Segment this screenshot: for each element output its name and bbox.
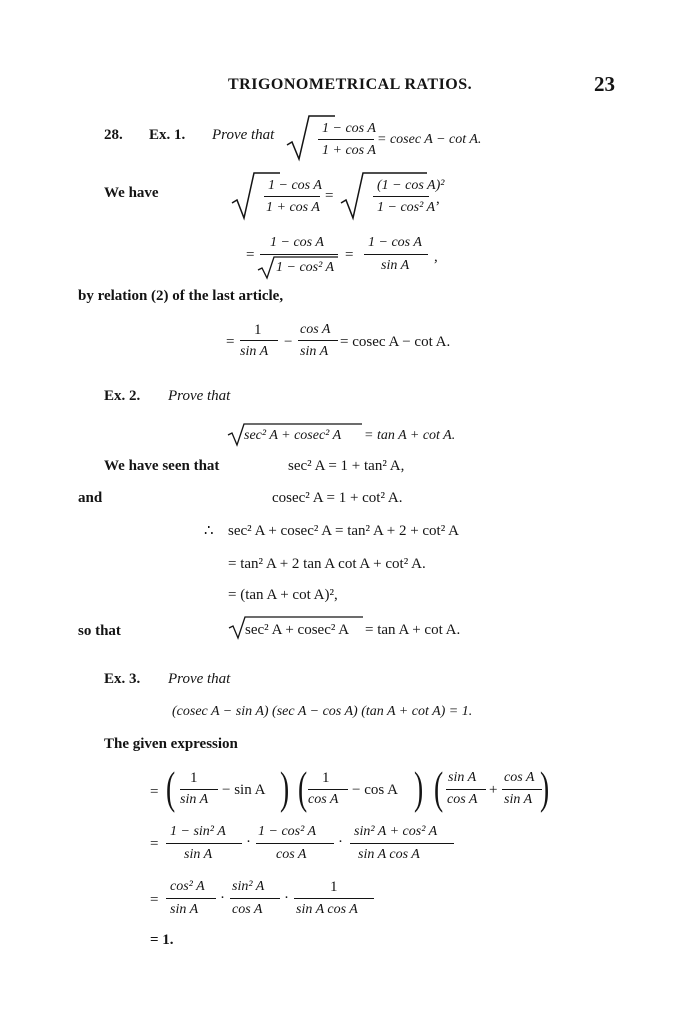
line2-numerator-b: 1 − cos A (368, 235, 422, 250)
ex2-prove-that: Prove that (168, 388, 231, 404)
ex1-prove-that: Prove that (212, 127, 275, 143)
comma: , (436, 191, 440, 207)
line3-rhs: = cosec A − cot A. (340, 334, 451, 350)
ex3-statement: (cosec A − sin A) (sec A − cos A) (tan A + cot A) = 1. (172, 704, 473, 719)
line2-numerator-a: 1 − cos A (270, 235, 324, 250)
relation-text: by relation (2) of the last article, (78, 288, 284, 304)
row3-numerator-b: sin² A (232, 879, 265, 894)
final-result: = 1. (150, 932, 174, 948)
minus-sign: − (284, 334, 293, 350)
right-paren: ) (540, 762, 550, 813)
row1-c-denominator-2: sin A (504, 792, 533, 807)
dot-operator: · (220, 890, 225, 906)
fraction-bar (373, 196, 429, 197)
and-text: and (78, 490, 103, 506)
line3-numerator-b: cos A (300, 322, 331, 337)
dot-operator: · (284, 890, 289, 906)
equals-sign: = (226, 334, 235, 350)
step2: = tan² A + 2 tan A cot A + cot² A. (228, 556, 426, 572)
row2-denominator-a: sin A (184, 847, 213, 862)
equals-sign: = (150, 892, 159, 908)
equals-sign: = (325, 188, 334, 204)
row1-b-numerator: 1 (322, 770, 330, 786)
row1-a-denominator: sin A (180, 792, 209, 807)
row1-c-denominator-1: cos A (447, 792, 478, 807)
therefore-symbol: ∴ (204, 523, 214, 539)
row3-denominator-b: cos A (232, 902, 263, 917)
we-have-seen-text: We have seen that (104, 458, 220, 474)
dot-operator: · (246, 834, 251, 850)
fraction-bar (318, 139, 374, 140)
ex1-fraction-numerator: 1 − cos A (322, 121, 376, 136)
fraction-bar (446, 789, 486, 790)
fraction-bar (264, 196, 320, 197)
row3-numerator-a: cos² A (170, 879, 205, 894)
line2-denominator-b: sin A (381, 258, 410, 273)
fraction-bar (256, 843, 334, 844)
row2-denominator-c: sin A cos A (358, 847, 420, 862)
line1-denominator-b: 1 − cos² A (377, 200, 436, 215)
row3-numerator-c: 1 (330, 879, 338, 895)
fraction-bar (240, 340, 278, 341)
we-have-text: We have (104, 185, 159, 201)
comma: , (434, 249, 438, 265)
identity-sec-tan: sec² A = 1 + tan² A, (288, 458, 405, 474)
page-number: 23 (594, 72, 615, 96)
line3-numerator-a: 1 (254, 322, 262, 338)
fraction-bar (350, 843, 454, 844)
so-that-text: so that (78, 623, 121, 639)
fraction-bar (364, 254, 428, 255)
fraction-bar (308, 789, 348, 790)
row3-denominator-c: sin A cos A (296, 902, 358, 917)
ex1-fraction-denominator: 1 + cos A (322, 143, 376, 158)
fraction-bar (166, 843, 242, 844)
row1-c-numerator-2: cos A (504, 770, 535, 785)
ex2-final-radicand: sec² A + cosec² A (245, 622, 350, 638)
equals-sign: = (345, 247, 354, 263)
row2-numerator-b: 1 − cos² A (258, 824, 317, 839)
ex3-prove-that: Prove that (168, 671, 231, 687)
line1-denominator-a: 1 + cos A (266, 200, 320, 215)
fraction-bar (298, 340, 338, 341)
step3: = (tan A + cot A)², (228, 587, 338, 603)
line2-denominator-a: 1 − cos² A (276, 260, 335, 275)
ex1-label: Ex. 1. (149, 127, 186, 143)
row1-b-denominator: cos A (308, 792, 339, 807)
ex2-statement-rhs: = tan A + cot A. (364, 428, 456, 443)
left-paren: ( (298, 762, 308, 813)
identity-cosec-cot: cosec² A = 1 + cot² A. (272, 490, 403, 506)
equals-sign: = (150, 836, 159, 852)
ex2-final-rhs: = tan A + cot A. (365, 622, 461, 638)
ex2-label: Ex. 2. (104, 388, 141, 404)
row2-numerator-a: 1 − sin² A (170, 824, 226, 839)
row1-a-numerator: 1 (190, 770, 198, 786)
fraction-bar (502, 789, 542, 790)
row2-numerator-c: sin² A + cos² A (354, 824, 438, 839)
row3-denominator-a: sin A (170, 902, 199, 917)
line3-denominator-a: sin A (240, 344, 269, 359)
plus-sign: + (489, 782, 498, 798)
ex1-rhs: = cosec A − cot A. (377, 132, 482, 147)
equals-sign: = (246, 247, 255, 263)
right-paren: ) (414, 762, 424, 813)
row2-denominator-b: cos A (276, 847, 307, 862)
line3-denominator-b: sin A (300, 344, 329, 359)
left-paren: ( (434, 762, 444, 813)
line1-numerator-a: 1 − cos A (268, 178, 322, 193)
right-paren: ) (280, 762, 290, 813)
row1-b-minus: − cos A (352, 782, 398, 798)
given-expression-text: The given expression (104, 736, 238, 752)
fraction-bar (230, 898, 280, 899)
left-paren: ( (166, 762, 176, 813)
running-header: TRIGONOMETRICAL RATIOS. (228, 76, 473, 93)
equals-sign: = (150, 784, 159, 800)
fraction-bar (294, 898, 374, 899)
step1: sec² A + cosec² A = tan² A + 2 + cot² A (228, 523, 459, 539)
row1-a-minus: − sin A (222, 782, 266, 798)
fraction-bar (260, 254, 338, 255)
fraction-bar (180, 789, 218, 790)
row1-c-numerator-1: sin A (448, 770, 477, 785)
ex3-label: Ex. 3. (104, 671, 141, 687)
dot-operator: · (338, 834, 343, 850)
article-number: 28. (104, 127, 123, 143)
ex2-statement-radicand: sec² A + cosec² A (244, 428, 342, 443)
fraction-bar (166, 898, 216, 899)
line1-numerator-b: (1 − cos A)² (377, 178, 445, 193)
